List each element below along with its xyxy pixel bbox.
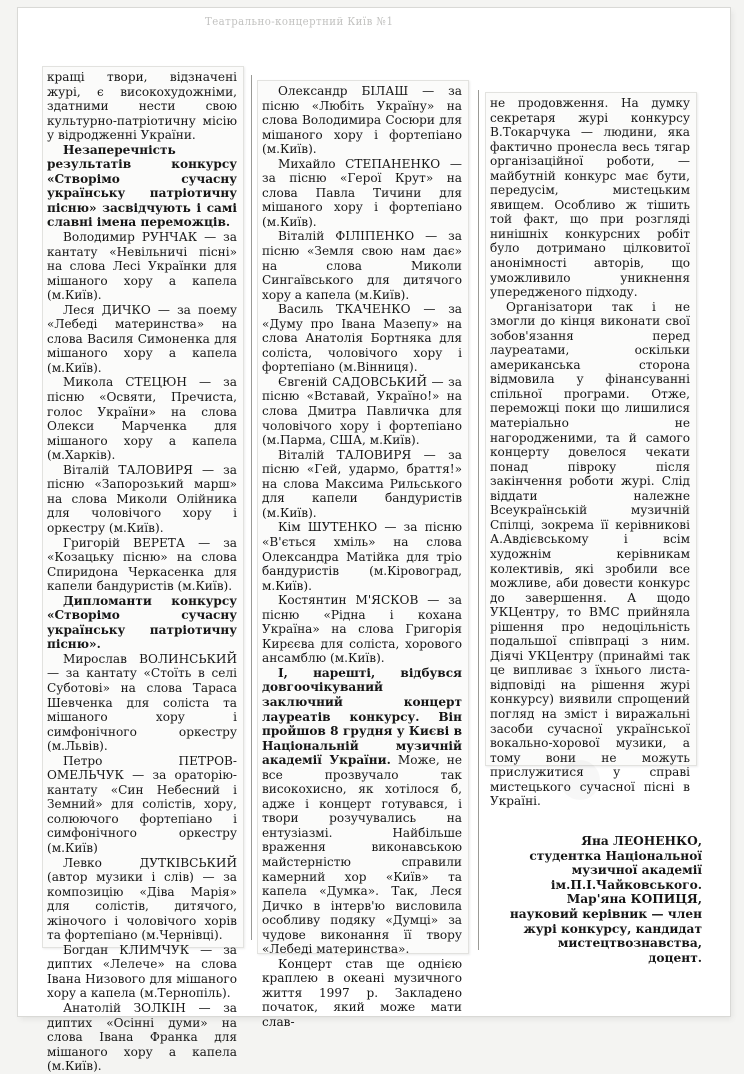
paragraph xyxy=(47,70,237,143)
paragraph xyxy=(47,754,237,856)
paragraph xyxy=(47,375,237,462)
paragraph-text: Костянтин М'ЯСКОВ — за пісню «Рідна і кохана Україна» на слова Григорія Кирєєва для соліста, хорового ансамблю (м.Київ). xyxy=(262,593,462,666)
paragraph-text: Євгеній САДОВСЬКИЙ — за пісню «Вставай, Україно!» на слова Дмитра Павличка для чоловічого хору і фортепіано (м.Парма, США, м.Київ). xyxy=(262,374,462,448)
paragraph-text: Анатолій ЗОЛКІН — за диптих «Осінні думи» на слова Івана Франка для мішаного хору а капела (м.Київ). xyxy=(47,1001,237,1074)
paragraph-text: Володимир РУНЧАК — за кантату «Невільничі пісні» на слова Лесі Українки для мішаного хору а капела (м.Київ). xyxy=(47,230,237,303)
paragraph-text: Михайло СТЕПАНЕНКО — за пісню «Герої Крут» на слова Павла Тичини для мішаного хору і фортепіано (м.Київ). xyxy=(262,156,462,229)
column-rule-1 xyxy=(251,75,252,940)
signature-line: науковий керівник — член журі конкурсу, кандидат мистецтвознавства, доцент. xyxy=(509,906,702,965)
author-signature xyxy=(500,834,702,965)
paragraph xyxy=(47,536,237,594)
paragraph xyxy=(262,84,462,157)
paragraph-text: не продовження. На думку секретаря журі конкурсу В.Токарчука — людини, яка фактично пронесла весь тягар організаційної роботи, — майбутній конкурс має бути, передусім, мистецьким явищем. Особливо ж тішить той факт, що при розгляді нинішніх конкурсних робіт було дотримано цілковитої анонімності авторів, що уможливило уникнення упередженого підходу. xyxy=(490,96,690,300)
paragraph xyxy=(262,957,462,1030)
paragraph xyxy=(47,856,237,943)
paragraph xyxy=(47,303,237,376)
paragraph xyxy=(47,594,237,652)
paragraph-text: Віталій ТАЛОВИРЯ — за пісню «Запорозький марш» на слова Миколи Олійника для чоловічого хору і оркестру (м.Київ). xyxy=(47,462,237,535)
paragraph xyxy=(490,300,690,809)
paragraph-text: Григорій ВЕРЕТА — за «Козацьку пісню» на слова Спиридона Черкасенка для капели бандуристів (м.Київ). xyxy=(47,535,237,594)
paragraph xyxy=(262,520,462,593)
article-column-3 xyxy=(490,96,690,809)
page-header: Театрально-концертний Київ №1 xyxy=(205,15,394,28)
paragraph xyxy=(262,302,462,375)
paragraph xyxy=(262,448,462,521)
paragraph-text: Дипломанти конкурсу «Створімо сучасну українську патріотичну пісню». xyxy=(47,593,237,652)
paragraph-text: Василь ТКАЧЕНКО — за «Думу про Івана Мазепу» на слова Анатолія Бортняка для соліста, чоловічого хору і фортепіано (м.Вінниця). xyxy=(262,302,462,375)
paragraph-text: І, нарешті, відбувся довгоочікуваний заключний концерт лауреатів конкурсу. Він пройшов 8 грудня у Києві в Національній музичній академії України. xyxy=(262,665,462,768)
signature-line: Яна ЛЕОНЕНКО, xyxy=(581,834,702,848)
paragraph xyxy=(262,375,462,448)
paragraph-text: Організатори так і не змогли до кінця виконати свої зобов'язання перед лауреатами, оскільки американська сторона відмовила у фінансуванні спільної програми. Отже, переможці поки що лишилися матеріально не нагородженими, та й самого концерту довелося чекати понад півроку після закінчення роботи журі. Слід віддати належне Всеукраїнській музичній Спілці, зокрема її керівникові А.Авдієвському і всім художнім керівникам колективів, які зробили все можливе, аби довести конкурс до завершення. А щодо УКЦентру, то ВМС прийняла рішення про недоцільність подальшої співпраці з ним. Діячі УКЦентру (принаймі так це випливає з їхнього листа-відповіді на рішення журі конкурсу) виявили спрощений погляд на зміст і виражальні засоби сучасної української вокально-хорової музики, а тому вони не можуть прислужитися у справі мистецького сучасної пісні в Україні. xyxy=(490,299,690,809)
paragraph-text: Віталій ТАЛОВИРЯ — за пісню «Гей, удармо, браття!» на слова Максима Рильського для капели бандуристів (м.Київ). xyxy=(262,447,462,520)
signature-line: студентка Національної музичної академії ім.П.І.Чайковського. xyxy=(529,848,702,892)
paragraph xyxy=(47,652,237,754)
paragraph-text: Кім ШУТЕНКО — за пісню «В'ється хміль» на слова Олександра Матійка для тріо бандуристів (м.Кіровоград, м.Київ). xyxy=(262,520,462,593)
article-column-1 xyxy=(47,70,237,1074)
article-column-2 xyxy=(262,84,462,1030)
paragraph-text: Концерт став ще однією краплею в океані музичного життя 1997 р. Закладено початок, який може мати слав- xyxy=(262,956,462,1029)
paragraph-text: кращі твори, відзначені журі, є високохудожніми, здатними нести свою культурно-патріотичну місію у відродженні України. xyxy=(47,70,237,143)
paragraph xyxy=(262,666,462,957)
paragraph xyxy=(47,463,237,536)
paragraph-text: Віталій ФІЛІПЕНКО — за пісню «Земля свою нам дає» на слова Миколи Сингаївського для дитячого хору а капела (м.Київ). xyxy=(262,229,462,302)
paragraph-text: Мирослав ВОЛИНСЬКИЙ — за кантату «Стоїть в селі Суботові» на слова Тараса Шевченка для соліста та мішаного хору і симфонічного оркестру (м.Львів). xyxy=(47,651,237,754)
paragraph-text: Микола СТЕЦЮН — за пісню «Освяти, Пречиста, голос України» на слова Олекси Марченка для мішаного хору а капела (м.Харків). xyxy=(47,375,237,463)
signature-line: Мар'яна КОПИЦЯ, xyxy=(566,892,702,907)
paragraph-text: Богдан КЛИМЧУК — за диптих «Лелече» на слова Івана Низового для мішаного хору а капела (м.Тернопіль). xyxy=(47,942,237,1001)
paragraph-text: Левко ДУТКІВСЬКИЙ (автор музики і слів) — за композицію «Діва Марія» для солістів, дитячого, жіночого і чоловічого хорів та фортепіано (м.Чернівці). xyxy=(47,855,237,943)
paragraph-text: Леся ДИЧКО — за поему «Лебеді материнства» на слова Василя Симоненка для мішаного хору а капела (м.Київ). xyxy=(47,302,237,375)
paragraph-text: Петро ПЕТРОВ-ОМЕЛЬЧУК — за ораторію-кантату «Син Небесний і Земний» для солістів, хору, солюючого фортепіано і симфонічного оркестру (м.Київ) xyxy=(47,753,237,855)
paragraph xyxy=(47,143,237,230)
paragraph xyxy=(262,157,462,230)
paragraph-text: Олександр БІЛАШ — за пісню «Любіть Україну» на слова Володимира Сосюри для мішаного хору і фортепіано (м.Київ). xyxy=(262,84,462,157)
paragraph xyxy=(262,229,462,302)
paragraph xyxy=(47,943,237,1001)
paragraph xyxy=(47,1001,237,1074)
paragraph-text: Незаперечність результатів конкурсу «Створімо сучасну українську патріотичну пісню» засвідчують і самі славні імена переможців. xyxy=(47,142,237,230)
paragraph xyxy=(490,96,690,300)
paragraph xyxy=(47,230,237,303)
paragraph-text-tail: Може, не все прозвучало так високохисно, як хотілося б, адже і концерт готувався, і твори розучувались на ентузіазмі. Найбільше враження виконавською майстерністю справили камерний хор «Київ» та капела «Думка». Так, Леся Дичко в інтерв'ю висловила особливу подяку «Думці» за чудове виконання її твору «Лебеді материнства». xyxy=(262,753,462,957)
column-rule-2 xyxy=(478,90,479,950)
paragraph xyxy=(262,593,462,666)
